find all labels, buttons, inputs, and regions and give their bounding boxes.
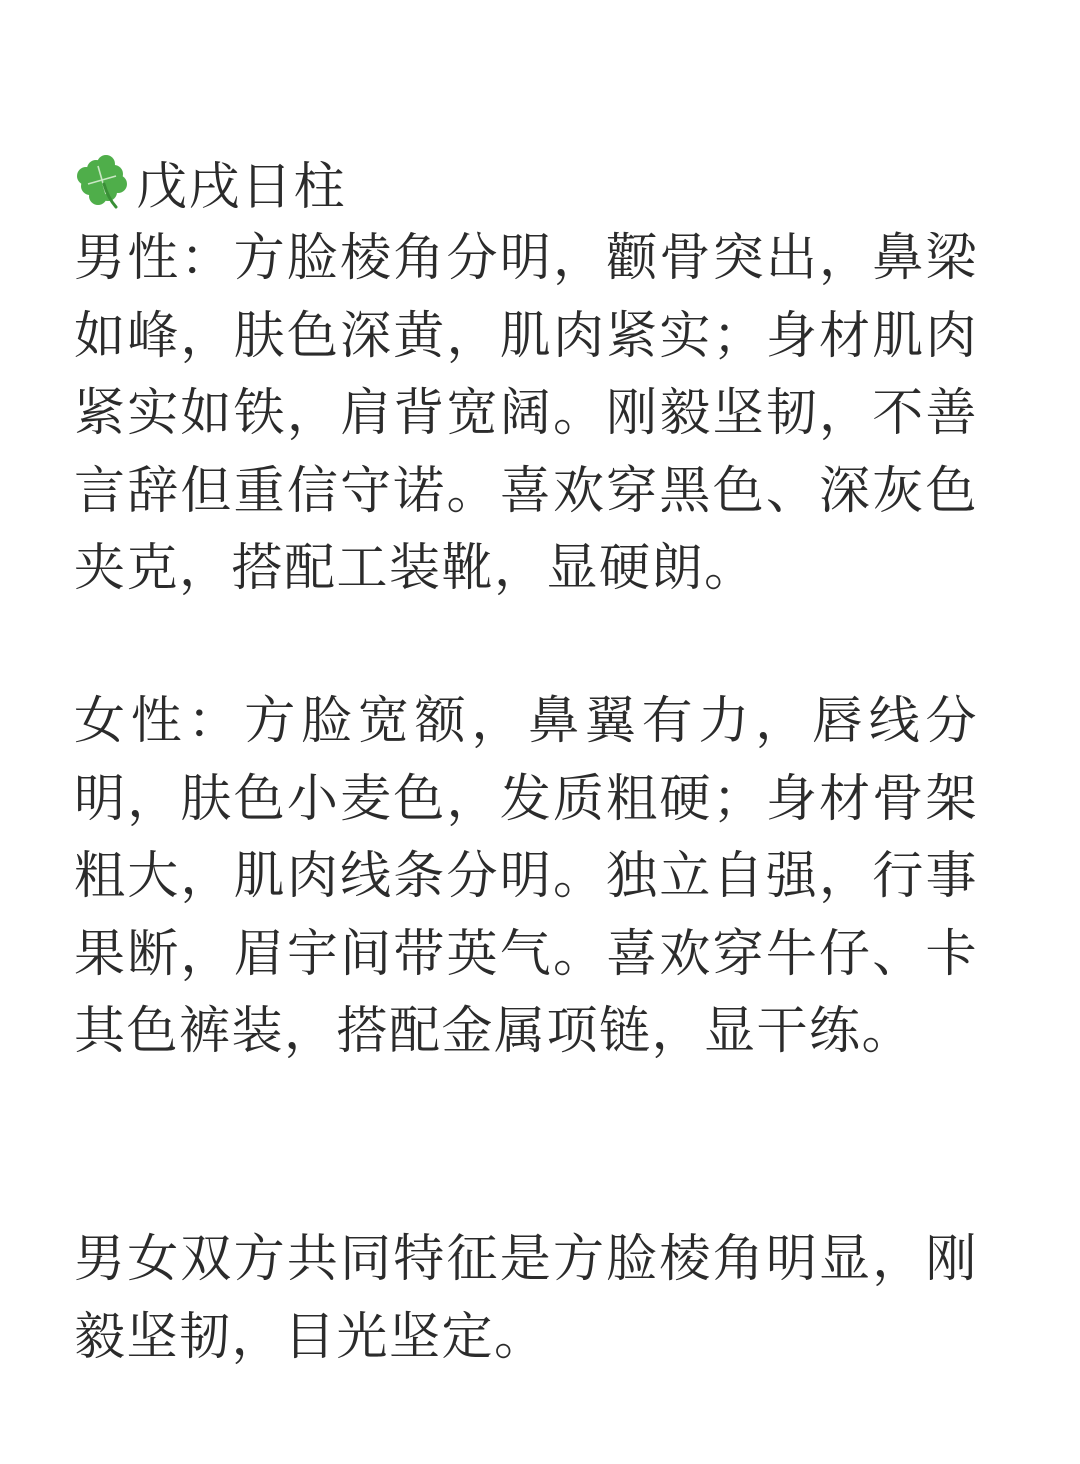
- common-traits: 男女双方共同特征是方脸棱角明显，刚毅坚韧，目光坚定。: [74, 1230, 978, 1367]
- four-leaf-clover-icon: [74, 152, 134, 212]
- male-description: 男性：方脸棱角分明，颧骨突出，鼻梁如峰，肤色深黄，肌肉紧实；身材肌肉紧实如铁，肩背宽阔。刚毅坚韧，不善言辞但重信守诺。喜欢穿黑色、深灰色夹克，搭配工装靴，显硬朗。: [74, 229, 978, 598]
- post-title-row: [74, 143, 346, 220]
- post-title: 戊戌日柱: [136, 157, 347, 217]
- female-description: 女性：方脸宽额，鼻翼有力，唇线分明，肤色小麦色，发质粗硬；身材骨架粗大，肌肉线条分明。独立自强，行事果断，眉宇间带英气。喜欢穿牛仔、卡其色裤装，搭配金属项链，显干练。: [74, 692, 978, 1061]
